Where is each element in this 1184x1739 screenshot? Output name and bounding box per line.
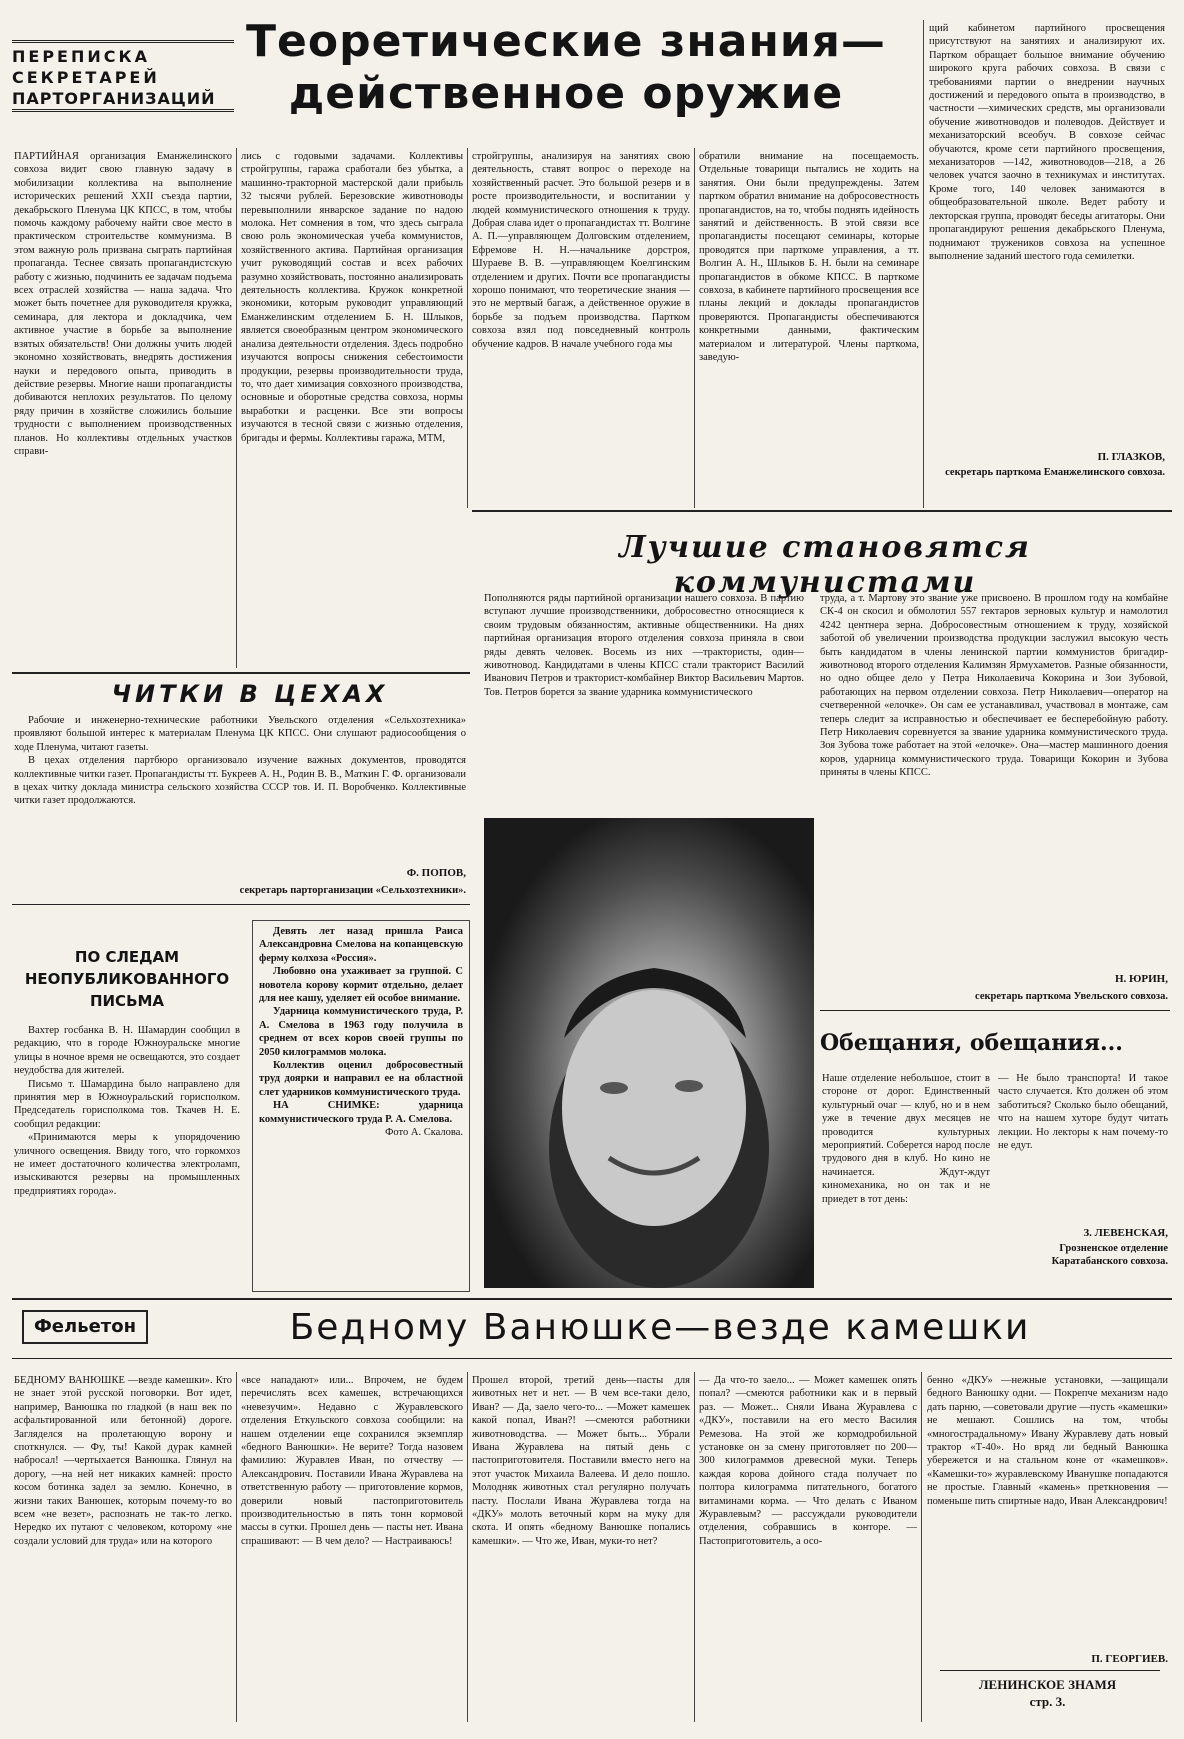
caption-p3: Ударница коммунистического труда, Р. А. Смелова в 1963 году получила в среднем от всех коров своей группы по 2050 килограммов молока. [259, 1006, 463, 1058]
letter-text [14, 1024, 240, 1284]
caption-p2: Любовно она ухаживает за группой. С новотела корову кормит отдельно, делает для нее кашу, уделяет ей особое внимание. [259, 966, 463, 1005]
main-article-col4: обратили внимание на посещаемость. Отдельные товарищи пытались не ходить на занятия. Они были предупреждены. Затем партком обратил внимание на добросовестность пропагандистов, на то, чтобы поднять идейность занятий и действенность. В этой связи все пропагандисты посещают семинары, которые проводятся при парткоме управления, а тт. Волгин А. Н., Шлыков Б. Н. были на семинаре пропагандистов в обкоме КПСС. В парткоме совхоза, в кабинете партийного просвещения все планы лекций и доклады пропагандистов проверяются. Пропагандисты обеспечиваются конкретными данными, фактическим материалом и литературой. Члены парткома, заведую- [699, 151, 919, 364]
letter-p2: Письмо т. Шамардина было направлено для принятия мер в Южноуральский горисполком. Председатель горисполкома тов. Ткачев Н. Е. сообщил редакции: [14, 1078, 240, 1130]
promises-title: Обещания, обещания... [820, 1030, 1123, 1056]
best-article-signature-title: секретарь парткома Увельского совхоза. [975, 991, 1168, 1002]
photo-caption [252, 920, 470, 1292]
letter-p1: Вахтер госбанка В. Н. Шамардин сообщил в редакцию, что в городе Южноуральске многие улицы в ночное время не освещаются, это создает неудобства для жителей. [14, 1025, 240, 1077]
rubric-box [12, 40, 234, 112]
main-title-line2: действенное оружие [288, 68, 844, 119]
main-article-signature-title: секретарь парткома Еманжелинского совхоза. [945, 467, 1165, 478]
feuilleton-signature: П. ГЕОРГИЕВ. [1091, 1653, 1168, 1665]
caption-p4: Коллектив оценил добросовестный труд доярки и направил ее на областной слет ударников коммунистического труда. [259, 1060, 463, 1098]
promises-col2: — Не было транспорта! И такое часто случается. Кто должен об этом заботиться? Сколько было обещаний, что на нашем хуторе будут читать лекции. Но лекторы к нам почему-то не едут. [998, 1073, 1168, 1152]
main-article-col3: стройгруппы, анализируя на занятиях свою деятельность, ставят вопрос о переходе на хозяйственный расчет. Это большой резерв и в росте производительности, и воспитании у людей коммунистического отношения к труду. Добрая слава идет о пропагандистах тт. Волгине А. П.—управляющем Долговским отделением, Ефремове Н. Н.—начальнике дорстроя, Шураеве В. В. —управляющем Коелгинским отделением и других. Почти все пропагандисты хорошо понимают, что теоретические знания — это не мертвый багаж, а действенное оружие в борьбе за подъем производства. Партком совхоза взял под повседневный контроль обучение кадров. В начале учебного года мы [472, 151, 690, 350]
caption-p5: НА СНИМКЕ: ударница коммунистического труда Р. А. Смелова. [259, 1100, 463, 1125]
promises-signature-title: Грозненское отделение Каратабанского совхоза. [1051, 1243, 1168, 1267]
best-article-title: Лучшие становятся коммунистами [619, 530, 1031, 600]
main-article-col2: лись с годовыми задачами. Коллективы стройгруппы, гаража сработали без убытка, а машинно-тракторной мастерской дали прибыль 32 тысячи рублей. Березовские животноводы перевыполнили январское задание по надою молока. Нет сомнения в том, что здесь сыграла свою роль экономическая учеба коммунистов, хозяйственного актива. Партийная организация учит руководящий состав и всех рабочих разумно хозяйствовать, постоянно анализировать деятельность коллектива. Кружок конкретной экономики, которым руководит управляющий Еманжелинским отделением Б. Н. Шлыков, является своеобразным центром экономического анализа деятельности отделения. Здесь подробно изучаются вопросы снижения себестоимости продукции, резервы производительности труда, то, что дает химизация совхозного производства, основные и оборотные средства совхоза, нормы выработки и расценки. Все эти вопросы изучаются в тесной связи с жизнью отделения, бригады и фермы. Коллективы гаража, МТМ, [241, 151, 463, 444]
main-article-col5: щий кабинетом партийного просвещения присутствуют на занятиях и анализируют их. Партком обращает большое внимание обучению широкого круга рабочих совхоза. В связи с требованиями партии о внедрении научных достижений и передового опыта в производство, в частности —химических средств, мы организовали обучение животноводов и полеводов. Действует и механизаторский всеобуч. В совхозе сейчас обучаются, кроме сети партийного просвещения, механизаторов —142, животноводов—218, а 26 человек учатся заочно в техникумах и институтах. Кроме того, 140 человек занимаются в общеобразовательной школе. Ведет работу и лекторская группа, проводят беседы агитаторы. Они пропагандируют решения декабрьского Пленума, поднимают тружеников совхоза на успешное выполнение заданий шестого года семилетки. [929, 23, 1165, 262]
letter-title-line2: НЕОПУБЛИКОВАННОГО [24, 970, 230, 988]
promises-signature: З. ЛЕВЕНСКАЯ, [1083, 1227, 1168, 1239]
feuilleton-title: Бедному Ванюшке—везде камешки [289, 1307, 1031, 1348]
letter-title-line3: ПИСЬМА [89, 992, 165, 1010]
chitki-text [14, 714, 466, 864]
feuilleton-col5: бенно «ДКУ» —нежные установки, —защищали бедного Ванюшку одни. — Покрепче механизм надо дать парню, —советовали другие —пусть «камешки» не мешают. Сошлись на том, чтобы «многострадальному» Ивану Журавлеву дать новый трактор «Т-40». Но вряд ли бедный Ванюшка убережется и на стальном коне от «камешков». «Камешки-то» журавлевскому Иванушке попадаются не простые. Главный «камень» преткновения — поменьше пить спиртные надо, Иван Александрович! [927, 1375, 1168, 1507]
letter-p3: «Принимаются меры к упорядочению уличного освещения. Ввиду того, что горкомхоз не имеет достаточного количества электроламп, изыскиваются резервы на промышленных предприятиях города». [14, 1132, 240, 1197]
feuilleton-label: Фельетон [22, 1310, 148, 1344]
rubric-line1: ПЕРЕПИСКА [12, 47, 150, 66]
portrait-photo [484, 818, 814, 1288]
footer-paper: ЛЕНИНСКОЕ ЗНАМЯ [978, 1677, 1117, 1692]
main-title-line1: Теоретические знания— [246, 16, 886, 67]
feuilleton-col3: Прошел второй, третий день—пасты для животных нет и нет. — В чем все-таки дело, Иван? — Да, заело чего-то... —Может камешек какой попал, Иван?! —смеются работники животноводства. — Может быть... Убрали Ивана Журавлева на пятый день с пастоприготовителя. Поставили вместо него на этот участок Михаила Валеева. И дело пошло. Молодняк животных стал регулярно получать пасту. Послали Ивана Журавлева тогда на «ДКУ» молоть веточный корм на муку для скота. И опять «бедному Ванюшке попались камешки». — Что же, Иван, муки-то нет? [472, 1375, 690, 1547]
chitki-p1: Рабочие и инженерно-технические работники Увельского отделения «Сельхозтехника» проявляют большой интерес к материалам Пленума ЦК КПСС. Они слушают радиосообщения о ходе Пленума, читают газеты. [14, 715, 466, 753]
promises-col1: Наше отделение небольшое, стоит в стороне от дорог. Единственный культурный очаг — клуб, но и в нем уже в течение двух месяцев не проводится культурных мероприятий. Соберется народ после трудового дня в клуб. Но кино не начинается. Ждут-ждут киномеханика, но он так и не приедет в тот день: [822, 1073, 990, 1205]
rubric-line2: СЕКРЕТАРЕЙ [12, 68, 160, 87]
feuilleton-col4: — Да что-то заело... — Может камешек опять попал? —смеются работники как и в первый раз. — Может... Сняли Ивана Журавлева с «ДКУ», поставили на его место Василия Ремезова. На этой же кормодробильной установке он за смену приготовляет по 200—300 килограммов древесной муки. Теперь каждая корова дойного стада получает по полтора килограмма питательного, богатого витаминами корма. — Что делать с Иваном Журавлевым? — рассуждали руководители отделения, собравшись в конторе. — Пастоприготовитель, а осо- [699, 1375, 917, 1547]
caption-credit: Фото А. Скалова. [385, 1127, 463, 1139]
best-article-signature: Н. ЮРИН, [1114, 973, 1168, 985]
main-article-signature: П. ГЛАЗКОВ, [1097, 451, 1165, 463]
letter-title-line1: ПО СЛЕДАМ [74, 948, 180, 966]
best-article-col1: Пополняются ряды партийной организации нашего совхоза. В партию вступают лучшие производственники, добросовестно относящиеся к своим трудовым обязанностям, активные общественники. На днях партийная организация второго отделения совхоза приняла в свои ряды девять человек. Восемь из них —трактористы, один—животновод. Кандидатами в члены КПСС стали тракторист Василий Иванович Петров и тракторист-комбайнер Виктор Васильевич Мартов. Тов. Петров борется за звание ударника коммунистического [484, 593, 804, 698]
footer-page: стр. 3. [1029, 1694, 1066, 1709]
letter-title [14, 946, 240, 1012]
chitki-title: ЧИТКИ В ЦЕХАХ [111, 680, 389, 708]
portrait-figure [484, 818, 814, 1288]
main-article-title [236, 16, 896, 120]
best-article-col2: труда, а т. Мартову это звание уже присвоено. В прошлом году на комбайне СК-4 он скосил и обмолотил 557 гектаров зерновых культур и намолотил 4242 центнера зерна. Добросовестным отношением к труду, хозяйской заботой об увеличении производства продукции заслужил высокую честь быть кандидатом в члены ленинской партии коммунистов бригадир-животновод второго отделения Калимзян Ярмухаметов. Разные обязанности, но одно общее дело у Петра Николаевича Кокорина и Зои Зубовой, работающих на первом отделении совхоза. Петр Николаевич—оператор на счетверенной «елочке». Он сам ее устанавливал, участвовал в монтаже, сам теперь следит за исправностью и обеспечивает ее бесперебойную работу. Петр Николаевич соревнуется за звание ударника коммунистического труда. Зоя Зубова тоже работает на этой «елочке». Она—мастер машинного доения коров, ударница коммунистического труда. Товарищи Кокорин и Зубова приняты в члены КПСС. [820, 593, 1168, 779]
chitki-signature: Ф. ПОПОВ, [406, 867, 466, 879]
rubric-line3: ПАРТОРГАНИЗАЦИЙ [12, 89, 216, 108]
chitki-signature-title: секретарь парторганизации «Сельхозтехники». [239, 885, 466, 896]
caption-p1: Девять лет назад пришла Раиса Александровна Смелова на копанцевскую ферму колхоза «Россия». [259, 926, 463, 964]
footer [927, 1676, 1168, 1710]
chitki-p2: В цехах отделения партбюро организовало изучение важных документов, проводятся коллективные читки газет. Пропагандисты тт. Букреев А. Н., Родин В. В., Маткин Г. Ф. организовали в цехах читку доклада министра сельского хозяйства СССР тов. И. П. Воробченко. Коллективные читки газет продолжаются. [14, 755, 466, 807]
main-article-col1: ПАРТИЙНАЯ организация Еманжелинского совхоза видит свою главную задачу в мобилизации коллектива на выполнение исторических решений XXII съезда партии, декабрьского Пленума ЦК КПСС, в том, чтобы помочь каждому рабочему найти свое место в практическом строительстве коммунизма. В этом важную роль призвана сыграть партийная пропаганда. Теснее связать пропагандистскую работу с жизнью, подчинить ее задачам подъема всех отраслей хозяйства — наша задача. Что может быть почетнее для руководителя кружка, семинара, для лектора и докладчика, чем активное участие в борьбе за выполнение взятых обязательств! Они должны учить людей экономно хозяйствовать, внедрять достижения науки и передового опыта, приводить в действие резервы. Многие наши пропагандисты добиваются неплохих результатов. По целому ряду причин в хозяйстве сложились большие трудности с выполнением производственных планов. Но коллективы отдельных участков справи- [14, 151, 232, 457]
feuilleton-col2: «все нападают» или... Впрочем, не будем перечислять всех камешек, встречающихся «невезучим». Недавно с Журавлевского отделения Еткульского совхоза сообщили: на нашем отделении еще сохранился экземпляр «бедного Ванюшки». Не верите? Тогда назовем фамилию: Журавлев Иван, по отчеству — Александрович. Поставили Ивана Журавлева на ответственную работу — приготовление кормов, доверили новый пастоприготовитель производительностью в пять тонн кормовой массы в сутки. Прошел день — пасты нет. Ивана спрашивают: — В чем дело? — Настраиваюсь! [241, 1375, 463, 1547]
feuilleton-col1: БЕДНОМУ ВАНЮШКЕ —везде камешки». Кто не знает этой русской поговорки. Вот идет, например, Ванюшка по гладкой (в наш век по асфальтированной или бетонной) дороге. Загляделся на пролетающую ворону и споткнулся. — Фу, ты! Какой дурак камней набросал! —чертыхается Ванюшка. Глянул на дорогу, —на ней нет никаких камней: просто косом ботинка задел за землю. Конечно, в жизни таких Ванюшек, которым почему-то во всем «не везет», распознать не так-то легко. Нередко их путают с человеком, которому «не создали условий для труда» или на которого [14, 1375, 232, 1547]
